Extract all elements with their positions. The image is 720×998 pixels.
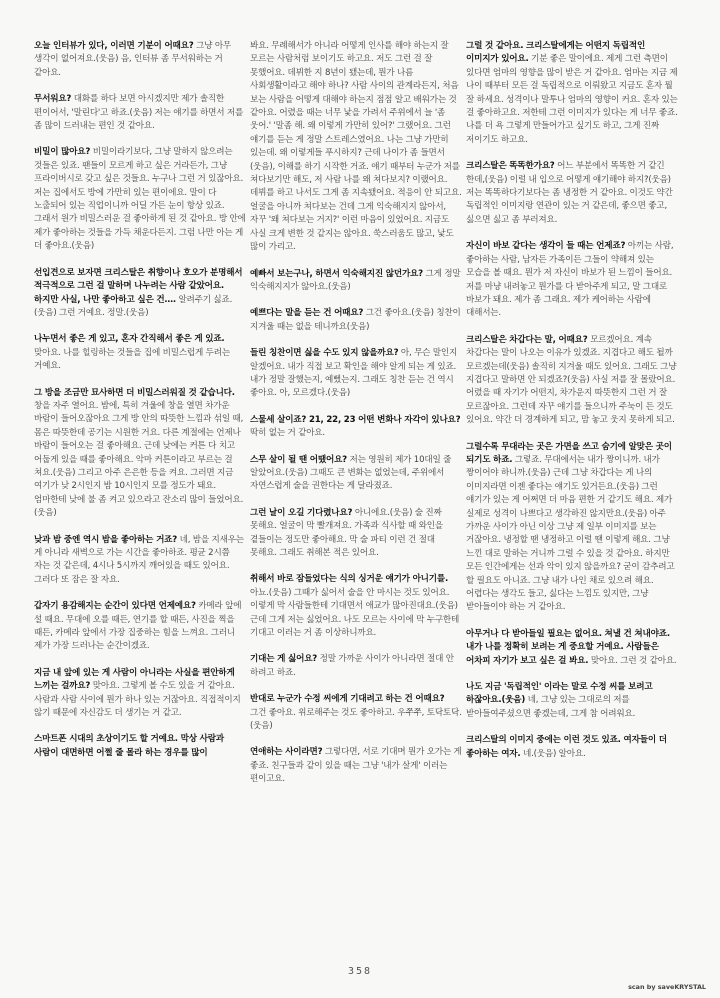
qa-block	[250, 507, 462, 561]
answer: 그렇죠. 무대에서는 내가 짱이니까. 내가 짱이어야 하니까.(웃음) 근데 그냥 차갑다는 게 나의 이미지라면 이젠 좋다는 얘기도 있거든요.(웃음) 그런 얘기가 있는 게 어쩌면 더 마음 편한 거 같기도 해요. 제가 실제로 성격이 나쁘다고 생각하진 않지만요.(웃음) 아주 가까운 사이가 아닌 이상 그냥 제 일부 이미지를 보는 거잖아요. 냉정할 땐 냉정하고 이럴 땐 이렇게 해요. 그냥 느낀 대로 말하는 거니까 그럴 수 있을 것 같아요. 하지만 모든 인간에게는 선과 악이 있지 않을까요? 굳이 감추려고 할 필요도 아니죠. 그냥 내가 나인 채로 있으려 해요. 어렵다는 생각도 들고, 싫다는 느낌도 있지만, 그냥 받아들이야 하는 거 같아요.	[466, 454, 675, 613]
answer: 그건 좋아요. 위로해주는 것도 좋아하고. 우쭈쭈, 토닥토닥.(웃음)	[250, 707, 462, 732]
qa-block	[466, 240, 678, 320]
answer: 저는 영원히 제가 10대일 줄 알았어요.(웃음) 그때도 큰 변화는 없었는데, 주위에서 자연스럽게 술을 권한다는 게 달라졌죠.	[250, 454, 452, 492]
qa-block	[34, 267, 246, 321]
question: 스물세 살이죠? 21, 22, 23 어떤 변화나 자각이 있나요?	[250, 414, 461, 425]
answer: 기분 좋은 말이에요. 제게 그런 측면이 있다면 엄마의 영향을 많이 받은 거 같아요. 엄마는 지금 제 나이 때부터 모든 걸 독립적으로 이뤄왔고 지금도 혼자 뭘 잘 하세요. 성격이나 말투나 엄마의 영향이 커요. 혼자 있는 걸 좋아하고요. 저한테 그런 이미지가 있다는 게 너무 좋죠. 나를 더 욕 그렇게 만들어가고 싶기도 하고, 그게 진짜 저이기도 하고요.	[466, 54, 678, 145]
question: 갑자기 용감해지는 순간이 있다면 언제예요?	[34, 601, 196, 612]
question: 그 방을 조금만 묘사하면 더 비밀스러워질 것 같습니다.	[34, 387, 235, 398]
question: 크리스탈은 차갑다는 말, 어때요?	[466, 334, 588, 345]
answer: 그렇다면, 서로 기대며 뭔가 오가는 게 좋죠. 친구들과 같이 있을 때는 그냥 '내가 살게' 이러는 편이고요.	[250, 747, 462, 785]
question: 선입견으로 보자면 크리스탈은 취향이나 호오가 분명해서 적극적으로 그런 걸 말하며 나누려는 사람 같았어요. 하지만 사실, 나만 좋아하고 싶은 건….	[34, 267, 243, 305]
answer: 정말 가까운 사이가 아니라면 절대 안 하려고 하죠.	[250, 654, 454, 678]
question: 비밀이 많아요?	[34, 147, 91, 158]
question: 예쁘다는 말을 듣는 건 어때요?	[250, 308, 364, 319]
question: 들린 칭찬이면 싫을 수도 있지 않을까요?	[250, 348, 399, 359]
question: 연애하는 사이라면?	[250, 747, 323, 758]
qa-block	[250, 454, 462, 494]
answer: 맞아요. 그렇게 볼 수도 있을 거 같아요. 사람과 사람 사이에 뭔가 하나 있는 거잖아요. 직접적이지 않기 때문에 자신감도 더 생기는 거 같고.	[34, 681, 241, 719]
question: 스마트폰 시대의 초상이기도 할 거예요. 막상 사람과 사람이 대면하면 어쩔 줄 몰라 하는 경우를 많이	[34, 734, 224, 758]
qa-block	[250, 268, 462, 295]
answer: 그게 정말 익숙해지지가 않아요.(웃음)	[250, 268, 461, 292]
answer: 봐요. 무례해서가 아니라 어떻게 인사를 해야 하는지 잘 모르는 사람처럼 보이기도 하고요. 저도 그런 걸 잘 못했어요. 데뷔한 지 8년이 됐는데, 뭔가 나름 사회생활이라고 해야 하나? 사람 사이의 관계라든지, 처음 보는 사람을 어떻게 대해야 하는지 점점 알고 배워가는 것 같아요. 어렸을 때는 너무 낯을 가려서 주위에서 늘 '좀 웃어.' '말좀 해. 왜 이렇게 가만히 있어?' 그랬어요. 그런 얘기를 듣는 게 정말 스트레스였어요. 나는 그냥 가만히 있는데. 왜 이렇게들 푸시하지? 근데 나이가 좀 들면서(웃음), 이해를 하기 시작한 거죠. 얘기 때부터 누군가 저를 쳐다보기만 해도, 저 사람 나를 왜 쳐다보지? 이랬어요. 데뷔를 하고 나서도 그게 좀 지속됐어요. 적응이 안 되고요. 얼굴을 아니까 쳐다보는 건데 그게 익숙해지지 않아서, 자꾸 '왜 쳐다보는 거지?' 이런 마음이 있었어요. 지금도 사실 크게 변한 것 같지는 않아요. 쑥스러움도 많고, 낯도 많이 가리고.	[250, 41, 462, 253]
answer: 네.(웃음) 알아요.	[520, 748, 586, 759]
answer: 비밀이라기보다, 그냥 말하지 않으려는 것들은 있죠. 팬들이 모르게 하고 싶은 거라든가, 그냥 프라이버시로 갖고 싶은 것들요. 누구나 그런 거 있잖아요. 저는 집에서도 방에 가만히 있는 편이에요. 말이 다 노출되어 있는 직업이니까 어딜 가든 눈이 항상 있죠. 그래서 원가 비밀스러운 걸 좋아하게 된 것 같아요. 방 안에 제가 좋아하는 것들을 가득 채운다든지. 그럼 나만 아는 게 더 좋아요.(웃음)	[34, 147, 246, 252]
qa-block	[466, 40, 678, 147]
question: 스무 살이 될 땐 어땠어요?	[250, 454, 347, 465]
answer: 대화를 하다 보면 아시겠지만 제가 솔직한 편이어서, '말린다'고 하죠.(웃음) 저는 얘기를 하면서 저를 좀 많이 드러내는 편인 것 같아요.	[34, 94, 244, 132]
question: 취해서 바로 잠들었다는 식의 싱거운 얘기가 아니기를.	[250, 574, 449, 585]
question: 아무거나 다 받아들일 필요는 없어요. 쳐낼 건 쳐내야죠. 내가 나를 정확히 보려는 게 중요할 거예요. 사람들은 어차피 자기가 보고 싶은 걸 봐요.	[466, 628, 670, 666]
question: 나도 지금 '독립적인' 이라는 말로 수정 씨를 보려고 하잖아요.(웃음)	[466, 682, 653, 706]
qa-block	[34, 534, 246, 588]
answer: 알려주기 싫죠.(웃음) 그런 거예요. 정말.(웃음)	[34, 294, 233, 318]
answer: 아뇨.(웃음) 그때가 싫어서 술을 안 마시는 것도 있어요. 이렇게 막 사람들한테 기대면서 애교가 많아진대요.(웃음) 근데 그게 저는 싫었어요. 나도 모르는 사이에 막 누구한테 기대고 이러는 거 좀 이상하니까요.	[250, 587, 460, 639]
qa-block	[34, 40, 246, 80]
qa-block	[466, 734, 678, 761]
question: 그럴 것 같아요. 크리스탈에게는 어떤지 독립적인 이미지가 있어요.	[466, 41, 646, 65]
question: 크리스탈의 이미지 중에는 이런 것도 있죠. 여자들이 더 좋아하는 여자.	[466, 735, 667, 759]
qa-block	[250, 573, 462, 640]
qa-block	[250, 414, 462, 441]
qa-block	[34, 93, 246, 133]
qa-block	[34, 146, 246, 253]
question: 나누면서 좋은 게 있고, 혼자 간직해서 좋은 게 있죠.	[34, 334, 225, 345]
qa-block	[34, 667, 246, 721]
qa-block	[250, 746, 462, 786]
qa-block	[34, 333, 246, 373]
answer: 맞아요. 그런 것 같아요.	[588, 655, 677, 666]
qa-block	[34, 387, 246, 521]
page-number: 358	[347, 966, 373, 977]
scan-credit: scan by saveKRYSTAL	[628, 983, 706, 991]
answer: 아끼는 사람, 좋아하는 사람, 남자든 가족이든 그들이 약해져 있는 모습을 볼 때요. 뭔가 저 자신이 바보가 된 느낌이 들어요. 저를 마냥 내려놓고 뭔가를 다 받아주게 되고, 말 그대로 바보가 돼요. 제가 좀 그래요. 제가 케어하는 사람에 대해서는.	[466, 241, 674, 319]
question: 지금 내 앞에 있는 게 사람이 아니라는 사실을 편안하게 느끼는 걸까요?	[34, 667, 235, 692]
question: 무서워요?	[34, 94, 72, 105]
qa-block	[466, 628, 678, 668]
qa-block	[34, 600, 246, 654]
qa-block	[466, 681, 678, 721]
answer: 모르겠어요. 계속 차갑다는 말이 나오는 이유가 있겠죠. 지겹다고 해도 될까 모르겠는데(웃음) 솔직히 지겨울 때도 있어요. 그래도 그냥 지겹다고 말하면 안 되겠죠?(웃음) 사실 저를 잘 몰랐어요. 어렸을 때 자기가 어떤지, 차가운지 따뜻한지 그런 거 잘 모르잖아요. 그런데 자꾸 얘기를 들으니까 주눅이 든 것도 있어요. 약간 더 경계하게 되고, 맘 놓고 웃지 못하게 되고.	[466, 334, 677, 426]
answer: 맞아요. 나를 힐링하는 것들을 집에 비밀스럽게 두려는 거예요.	[34, 347, 230, 372]
answer: 네, 그냥 있는 그대로의 저를 받아들여주셨으면 좋겠는데, 그게 참 어려워요.	[466, 695, 636, 719]
qa-block	[250, 347, 462, 401]
qa-block	[250, 307, 462, 334]
answer: 아니에요.(웃음) 술 진짜 못해요. 얼굴이 막 빨개져요. 가족과 식사할 때 와인을 곁들이는 정도만 좋아해요. 막 술 파티 이런 건 절대 못해요. 그래도 취해본 적은 있어요.	[250, 507, 443, 558]
column-right	[466, 40, 678, 774]
answer: 그건 좋아요.(웃음) 칭찬이 지겨울 때는 없을 테니까요(웃음)	[250, 308, 461, 332]
column-left	[34, 40, 246, 773]
question: 기대는 게 싫어요?	[250, 654, 318, 665]
qa-block	[34, 733, 246, 760]
answer: 카메라 앞에 설 때요. 무대에 오를 때든, 연기를 할 때든, 사진을 찍을 때든, 카메라 앞에서 가장 집중하는 힘을 느껴요. 그러니 제가 가장 드러나는 순간이겠죠.	[34, 601, 242, 652]
qa-block	[250, 40, 462, 255]
question: 낮과 밤 중엔 역시 밤을 좋아하는 거죠?	[34, 534, 178, 545]
question: 오늘 인터뷰가 있다, 이러면 기분이 어때요?	[34, 41, 194, 51]
question: 그럴수록 무대라는 곳은 가면을 쓰고 숨기에 알맞은 곳이 되기도 하죠.	[466, 441, 672, 465]
question: 반대로 누군가 수정 씨에게 기대려고 하는 건 어때요?	[250, 694, 445, 705]
answer: 네, 밤을 지새우는 게 아니라 새벽으로 가는 시간을 좋아하죠. 평균 2시쯤 자는 것 같은데, 4시나 5시까지 깨어있을 때도 있어요. 그러다 또 잠은 잘 자요.	[34, 534, 244, 585]
answer: 아, 무슨 말인지 알겠어요. 내가 직접 보고 확인을 해야 알게 되는 게 있죠. 내가 정말 잘했는지, 예뻤는지. 그래도 칭찬 듣는 건 역시 좋아요. 아, 모르겠다.(웃음)	[250, 348, 458, 399]
question: 예빠서 보는구나, 하면서 익숙해지진 않던가요?	[250, 268, 423, 279]
question: 크리스탈은 똑똑한가요?	[466, 161, 555, 172]
answer: 딱히 없는 거 같아요.	[250, 428, 325, 439]
answer: 창을 자주 열어요. 밤에, 특히 겨울에 창을 열면 차가운 바람이 들어오잖아요 그게 방 안의 따뜻한 느낌과 섞일 때, 몸은 따뜻한데 공기는 시원한 거요. 다른 계절에는 언제나 바람이 들어오는 걸 좋아해요. 근데 낮에는 커튼 다 치고 어둡게 있을 때를 좋아해요. 악마 커튼이라고 부르는 걸 쳐요.(웃음) 그리고 아주 은은한 등을 켜요. 그러면 지금 여기가 낮 2시인지 밤 10시인지 모를 정도가 돼요. 엄마한테 낮에 불 좀 켜고 있으라고 잔소리 많이 들었어요.(웃음)	[34, 400, 244, 519]
column-middle	[250, 40, 462, 800]
answer: 그냥 아무 생각이 없어져요.(웃음) 음, 인터뷰 좀 무서워하는 거 같아요.	[34, 41, 232, 78]
question: 그런 날이 오길 기다렸나요?	[250, 507, 353, 518]
qa-block	[466, 160, 678, 227]
qa-block	[250, 693, 462, 733]
answer: 어느 부분에서 똑똑한 거 같긴 한데,(웃음) 이럴 내 입으로 어떻게 얘기해야 하지?(웃음) 저는 똑똑하다기보다는 좀 냉정한 거 같아요. 이것도 약간 독립적인 이미지랑 연관이 있는 거 같은데, 좋으면 좋고, 싫으면 싫고 좀 부러져요.	[466, 161, 673, 225]
question: 자신이 바보 같다는 생각이 들 때는 언제죠?	[466, 241, 626, 252]
qa-block	[466, 441, 678, 615]
qa-block	[250, 653, 462, 680]
qa-block	[466, 334, 678, 428]
